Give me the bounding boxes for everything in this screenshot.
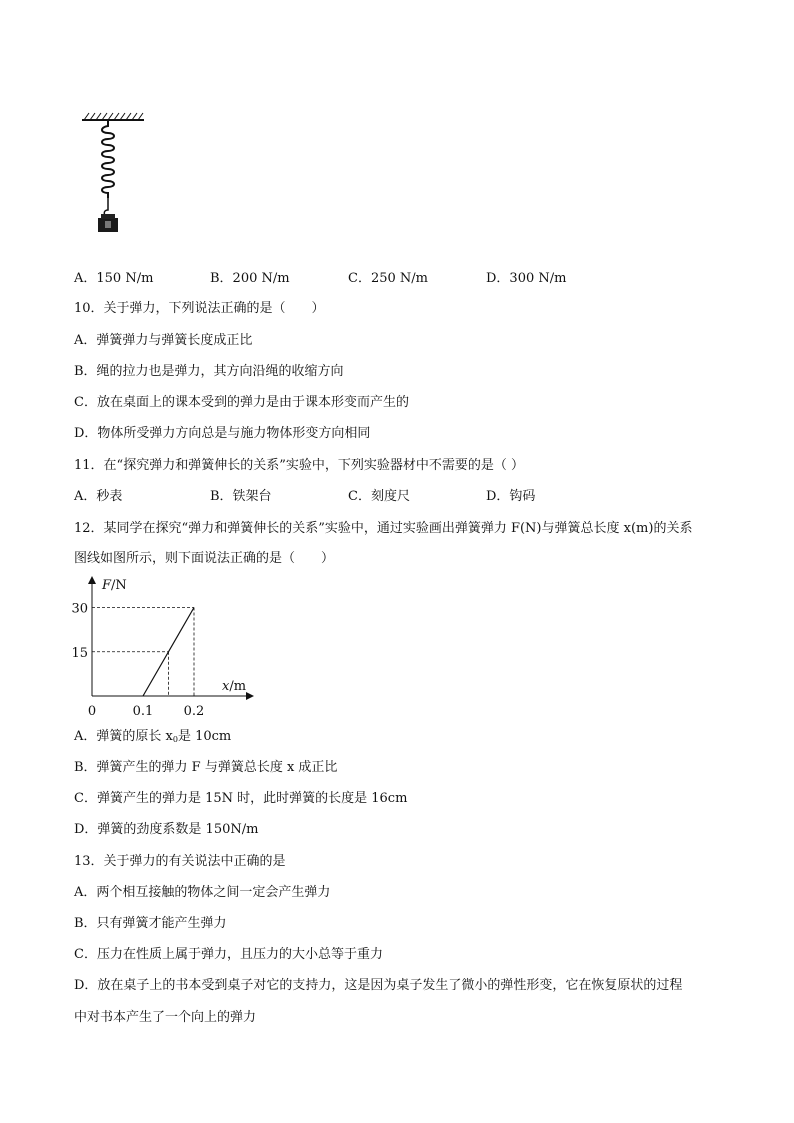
- chart-x-tick-2: 0.2: [183, 704, 205, 719]
- q12-option-a: A．弹簧的原长 $x_0$是 10cm: [74, 729, 232, 744]
- q11-option-b: B．铁架台: [210, 489, 272, 504]
- q12-option-d: D．弹簧的劲度系数是 150N/m: [74, 822, 259, 837]
- q12-stem-line2: 图线如图所示，则下面说法正确的是（ ）: [74, 551, 335, 566]
- q13-option-b: B．只有弹簧才能产生弹力: [74, 916, 227, 931]
- q11-option-c: C．刻度尺: [348, 489, 410, 504]
- chart-y-tick-0: 15: [71, 645, 88, 661]
- q13-option-c: C．压力在性质上属于弹力，且压力的大小总等于重力: [74, 947, 383, 962]
- q10-stem: 10．关于弹力，下列说法正确的是（ ）: [74, 301, 325, 316]
- q10-option-b: B．绳的拉力也是弹力，其方向沿绳的收缩方向: [74, 364, 344, 379]
- q11-stem: 11．在“探究弹力和弹簧伸长的关系”实验中，下列实验器材中不需要的是（ ）: [74, 458, 524, 473]
- q13-option-d: D．放在桌子上的书本受到桌子对它的支持力，这是因为桌子发生了微小的弹性形变，它在恢复原状的过程: [74, 978, 683, 993]
- q12-option-c: C．弹簧产生的弹力是 15N 时，此时弹簧的长度是 16cm: [74, 791, 408, 806]
- q12-stem-line1: 12．某同学在探究“弹力和弹簧伸长的关系”实验中，通过实验画出弹簧弹力 F(N)与弹簧总长度 x(m)的关系: [74, 521, 693, 536]
- q13-stem: 13．关于弹力的有关说法中正确的是: [74, 854, 286, 869]
- q9-option-c: C．250 N/m: [348, 271, 428, 286]
- q13-option-d-continuation: 中对书本产生了一个向上的弹力: [74, 1010, 257, 1025]
- q11-option-d: D．钩码: [486, 489, 536, 504]
- q13-option-a: A．两个相互接触的物体之间一定会产生弹力: [74, 885, 331, 900]
- q9-option-a: A．150 N/m: [74, 271, 154, 286]
- q10-option-c: C．放在桌面上的课本受到的弹力是由于课本形变而产生的: [74, 395, 409, 410]
- force-length-chart: [70, 572, 260, 720]
- chart-y-tick-1: 30: [71, 601, 88, 617]
- chart-y-label: F/N: [102, 578, 127, 593]
- q10-option-d: D．物体所受弹力方向总是与施力物体形变方向相同: [74, 426, 371, 441]
- q12-option-b: B．弹簧产生的弹力 F 与弹簧总长度 x 成正比: [74, 760, 338, 775]
- chart-x-tick-0: 0: [87, 704, 97, 719]
- q10-option-a: A．弹簧弹力与弹簧长度成正比: [74, 333, 253, 348]
- q11-option-a: A．秒表: [74, 489, 123, 504]
- spring-figure: [80, 110, 150, 250]
- chart-x-tick-1: 0.1: [132, 704, 154, 719]
- q9-option-d: D．300 N/m: [486, 271, 567, 286]
- q9-option-b: B．200 N/m: [210, 271, 290, 286]
- chart-x-label: x/m: [222, 679, 247, 694]
